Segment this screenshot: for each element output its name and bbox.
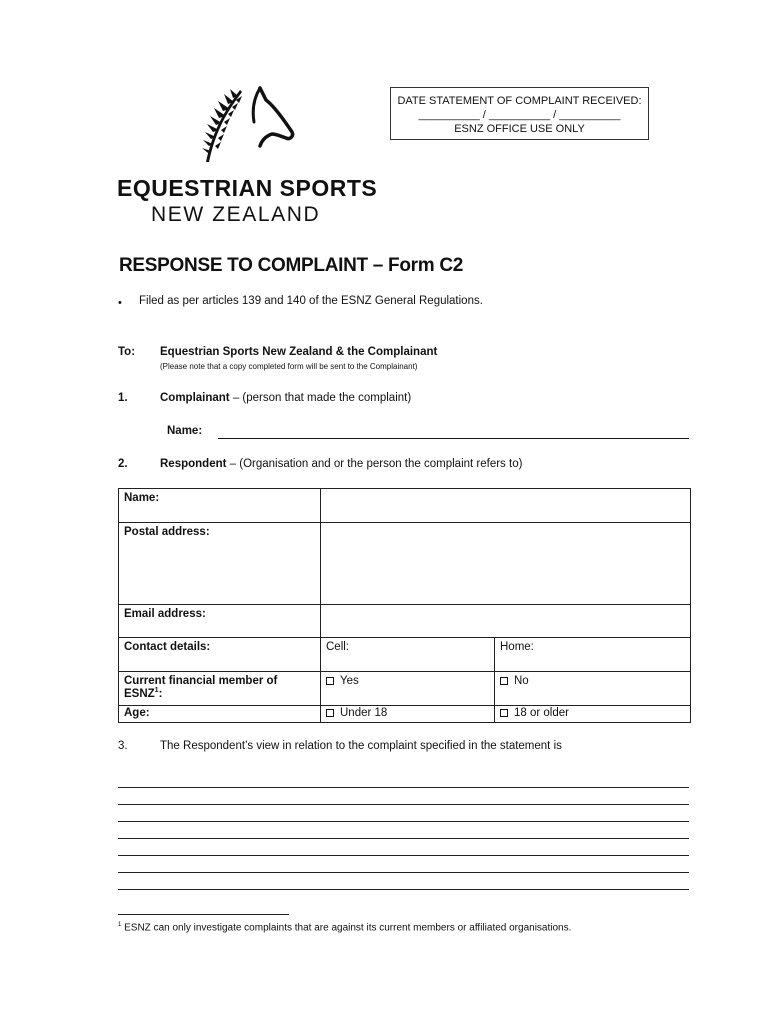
form-title: RESPONSE TO COMPLAINT – Form C2 [119,255,464,276]
no-checkbox[interactable] [500,677,508,685]
bullet-icon: • [118,297,122,309]
respondent-table [118,488,691,723]
over-18-label: 18 or older [514,707,569,719]
no-label: No [514,675,529,687]
age-label: Age: [119,706,321,723]
to-recipients: Equestrian Sports New Zealand & the Complainant [160,346,438,358]
section-1-number: 1. [118,392,128,404]
home-field[interactable] [495,638,691,672]
office-use-box [390,87,649,140]
response-line[interactable] [118,889,689,890]
response-line[interactable] [118,838,689,839]
yes-label: Yes [340,675,359,687]
under-18-label: Under 18 [340,707,388,719]
postal-address-field[interactable] [321,523,691,605]
regulations-note: Filed as per articles 139 and 140 of the ESNZ General Regulations. [139,295,483,307]
fern-horse-logo-icon [200,84,300,164]
date-received-blanks[interactable]: __________ / __________ / __________ [418,109,621,121]
section-1-description: – (person that made the complaint) [229,392,412,404]
respondent-name-label: Name: [119,489,321,523]
office-box-heading: DATE STATEMENT OF COMPLAINT RECEIVED: [397,95,642,107]
to-label: To: [118,346,136,358]
footnote-marker: 1 [118,922,122,928]
under-18-checkbox[interactable] [326,709,334,717]
member-label-text: Current financial member of ESNZ [124,675,278,700]
footnote-divider [118,914,289,915]
section-2-number: 2. [118,458,128,470]
yes-checkbox[interactable] [326,677,334,685]
complainant-name-label: Name: [167,425,203,437]
section-2-description: – (Organisation and or the person the complaint refers to) [226,458,523,470]
section-3-number: 3. [118,740,128,752]
cell-field[interactable] [321,638,495,672]
section-1-heading [160,392,411,404]
under-18-option[interactable] [321,706,495,723]
section-2-heading [160,458,522,470]
over-18-option[interactable] [495,706,691,723]
logo-wordmark-line2: NEW ZEALAND [151,203,321,226]
logo-wordmark-line1: EQUESTRIAN SPORTS [117,175,378,201]
member-yes-option[interactable] [321,672,495,706]
member-label-colon: : [158,687,163,700]
respondent-name-field[interactable] [321,489,691,523]
response-line[interactable] [118,787,689,788]
copy-note: (Please note that a copy completed form will be sent to the Complainant) [160,362,418,371]
response-line[interactable] [118,872,689,873]
contact-details-label: Contact details: [119,638,321,672]
email-address-label: Email address: [119,605,321,638]
response-line[interactable] [118,855,689,856]
cell-label: Cell: [326,641,350,653]
section-1-bold: Complainant [160,392,230,404]
response-line[interactable] [118,804,689,805]
footnote-ref: 1 [154,687,159,694]
footnote [118,922,571,933]
postal-address-label: Postal address: [119,523,321,605]
complainant-name-field[interactable] [218,438,689,439]
email-address-field[interactable] [321,605,691,638]
footnote-text: ESNZ can only investigate complaints that are against its current members or affiliated organisations. [121,922,572,934]
response-line[interactable] [118,821,689,822]
member-label [119,672,321,706]
office-use-note: ESNZ OFFICE USE ONLY [454,123,585,135]
member-no-option[interactable] [495,672,691,706]
section-3-text: The Respondent’s view in relation to the complaint specified in the statement is [160,740,562,752]
section-2-bold: Respondent [160,458,227,470]
home-label: Home: [500,641,534,653]
over-18-checkbox[interactable] [500,709,508,717]
